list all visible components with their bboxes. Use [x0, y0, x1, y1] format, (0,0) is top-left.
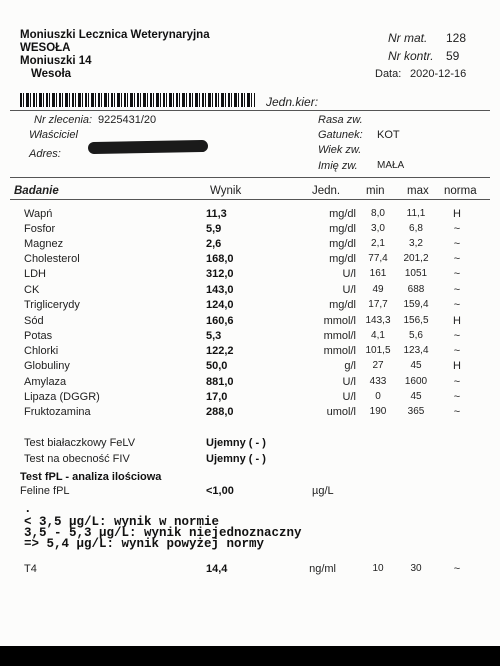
test-max: 45 — [410, 391, 422, 402]
interp-dot: . — [24, 502, 32, 516]
test-max: 3,2 — [409, 238, 423, 249]
header-unit: Jedn. — [312, 185, 341, 197]
test-min: 3,0 — [371, 223, 385, 234]
test-flag: H — [453, 360, 461, 372]
test-min: 49 — [372, 284, 384, 295]
test-value: 11,3 — [206, 208, 227, 220]
test-flag: ~ — [453, 330, 461, 342]
wiek-label: Wiek zw. — [318, 144, 362, 156]
test-flag: ~ — [453, 299, 461, 311]
test-flag: ~ — [453, 238, 461, 250]
test-unit: mg/dl — [329, 253, 356, 265]
clinic-name: Moniuszki Lecznica Weterynaryjna — [20, 29, 210, 41]
test-value: 288,0 — [206, 406, 234, 418]
test-flag: ~ — [453, 345, 461, 357]
table-row — [0, 330, 500, 345]
divider-header — [10, 199, 490, 200]
test-min: 190 — [369, 406, 387, 417]
test-name: Sód — [24, 315, 44, 327]
order-label: Nr zlecenia: — [34, 114, 93, 126]
date-value: 2020-12-16 — [410, 68, 467, 80]
fpl-label: Feline fPL — [20, 485, 70, 497]
test-min: 27 — [372, 360, 384, 371]
test-unit: mg/dl — [329, 208, 356, 220]
test-name: Lipaza (DGGR) — [24, 391, 100, 403]
test-name: Magnez — [24, 238, 64, 250]
test-flag: ~ — [453, 284, 461, 296]
test-unit: mg/dl — [329, 223, 356, 235]
test-flag: ~ — [453, 253, 461, 265]
test-unit: mg/dl — [329, 238, 356, 250]
test-max: 365 — [407, 406, 425, 417]
test-max: 11,1 — [406, 208, 426, 219]
test-name: Fruktozamina — [24, 406, 91, 418]
test-unit: umol/l — [326, 406, 356, 418]
test-unit: mmol/l — [323, 330, 356, 342]
clinic-district: Wesoła — [31, 68, 72, 80]
order-value: 9225431/20 — [98, 114, 157, 126]
test-flag: ~ — [453, 223, 461, 235]
test-max: 1600 — [404, 376, 428, 387]
test-min: 2,1 — [371, 238, 385, 249]
test-min: 4,1 — [371, 330, 385, 341]
test-min: 17,7 — [368, 299, 388, 310]
test-flag: ~ — [453, 376, 461, 388]
test-max: 123,4 — [403, 345, 429, 356]
nr-mat-value: 128 — [446, 31, 467, 45]
table-row — [0, 391, 500, 406]
test-unit: ng/ml — [309, 563, 336, 575]
test-value: 14,4 — [206, 563, 228, 575]
nr-kontr-label: Nr kontr. — [388, 49, 434, 63]
test-name: Fosfor — [24, 223, 56, 235]
header-min: min — [366, 185, 385, 197]
gatunek-value: KOT — [377, 129, 400, 141]
test-max: 201,2 — [403, 253, 429, 264]
table-row — [0, 223, 500, 238]
header-max: max — [407, 185, 429, 197]
test-unit: mg/dl — [329, 299, 356, 311]
table-row — [0, 253, 500, 268]
test-min: 433 — [369, 376, 387, 387]
test-unit: U/l — [342, 391, 356, 403]
owner-redaction — [88, 140, 208, 154]
jedn-kier-label: Jedn.kier: — [266, 95, 319, 109]
test-name: Triglicerydy — [24, 299, 80, 311]
test-unit: U/l — [342, 284, 356, 296]
interp-line-3: => 5,4 µg/L: wynik powyżej normy — [24, 537, 265, 551]
fiv-value: Ujemny ( - ) — [206, 453, 266, 465]
test-value: 881,0 — [206, 376, 234, 388]
table-row-t4 — [0, 563, 500, 578]
header-norm: norma — [444, 185, 477, 197]
test-unit: U/l — [342, 268, 356, 280]
test-name: Cholesterol — [24, 253, 80, 265]
test-name: CK — [24, 284, 40, 296]
interp-line-1: < 3,5 µg/L: wynik w normie — [24, 515, 220, 529]
test-name: LDH — [24, 268, 47, 280]
clinic-city: WESOŁA — [20, 42, 71, 54]
test-name: Chlorki — [24, 345, 59, 357]
imie-value: MAŁA — [377, 160, 405, 171]
fiv-label: Test na obecność FIV — [24, 453, 130, 465]
divider-top — [10, 110, 490, 111]
test-max: 688 — [407, 284, 425, 295]
test-name: Globuliny — [24, 360, 70, 372]
test-value: 160,6 — [206, 315, 234, 327]
test-max: 1051 — [404, 268, 428, 279]
test-flag: ~ — [453, 391, 461, 403]
table-row — [0, 208, 500, 223]
clinic-street: Moniuszki 14 — [20, 55, 92, 67]
header-result: Wynik — [210, 185, 242, 197]
test-unit: mmol/l — [323, 345, 356, 357]
test-value: 122,2 — [206, 345, 234, 357]
felv-label: Test białaczkowy FeLV — [24, 437, 136, 449]
barcode — [20, 93, 255, 107]
test-min: 143,3 — [365, 315, 391, 326]
date-label: Data: — [375, 68, 402, 80]
test-max: 30 — [410, 563, 422, 574]
test-unit: mmol/l — [323, 315, 356, 327]
table-row — [0, 299, 500, 314]
test-unit: g/l — [344, 360, 356, 372]
test-flag: H — [453, 315, 461, 327]
address-label: Adres: — [29, 148, 61, 160]
test-max: 45 — [410, 360, 422, 371]
test-flag: ~ — [453, 406, 461, 418]
test-value: 5,9 — [206, 223, 222, 235]
rasa-label: Rasa zw. — [318, 114, 363, 126]
header-test: Badanie — [14, 185, 59, 197]
table-row — [0, 284, 500, 299]
table-row — [0, 268, 500, 283]
fpl-value: <1,00 — [206, 485, 234, 497]
test-flag: H — [453, 208, 461, 220]
test-value: 143,0 — [206, 284, 234, 296]
nr-kontr-value: 59 — [446, 49, 460, 63]
test-max: 159,4 — [403, 299, 429, 310]
table-row — [0, 360, 500, 375]
test-value: 124,0 — [206, 299, 234, 311]
table-row — [0, 345, 500, 360]
divider-patient — [10, 177, 490, 178]
test-min: 101,5 — [365, 345, 391, 356]
test-flag: ~ — [453, 268, 461, 280]
gatunek-label: Gatunek: — [318, 129, 363, 141]
fpl-unit: µg/L — [312, 485, 334, 497]
test-name: Potas — [24, 330, 53, 342]
test-min: 77,4 — [368, 253, 388, 264]
test-value: 312,0 — [206, 268, 234, 280]
interp-line-2: 3,5 - 5,3 µg/L: wynik niejednoznaczny — [24, 526, 302, 540]
test-value: 17,0 — [206, 391, 228, 403]
test-max: 156,5 — [403, 315, 429, 326]
fpl-title: Test fPL - analiza ilościowa — [20, 471, 162, 483]
test-min: 0 — [375, 391, 381, 402]
test-min: 161 — [369, 268, 387, 279]
test-name: Wapń — [24, 208, 53, 220]
test-max: 6,8 — [409, 223, 423, 234]
nr-mat-label: Nr mat. — [388, 31, 428, 45]
table-row — [0, 376, 500, 391]
test-max: 5,6 — [409, 330, 423, 341]
test-min: 8,0 — [371, 208, 385, 219]
imie-label: Imię zw. — [318, 160, 358, 172]
test-value: 2,6 — [206, 238, 222, 250]
test-value: 168,0 — [206, 253, 234, 265]
table-row — [0, 406, 500, 421]
test-value: 5,3 — [206, 330, 222, 342]
test-value: 50,0 — [206, 360, 228, 372]
table-row — [0, 315, 500, 330]
test-flag: ~ — [453, 563, 461, 575]
test-name: T4 — [24, 563, 37, 575]
test-min: 10 — [372, 563, 384, 574]
owner-label: Właściciel — [29, 129, 78, 141]
test-name: Amylaza — [24, 376, 67, 388]
table-row — [0, 238, 500, 253]
test-unit: U/l — [342, 376, 356, 388]
felv-value: Ujemny ( - ) — [206, 437, 266, 449]
